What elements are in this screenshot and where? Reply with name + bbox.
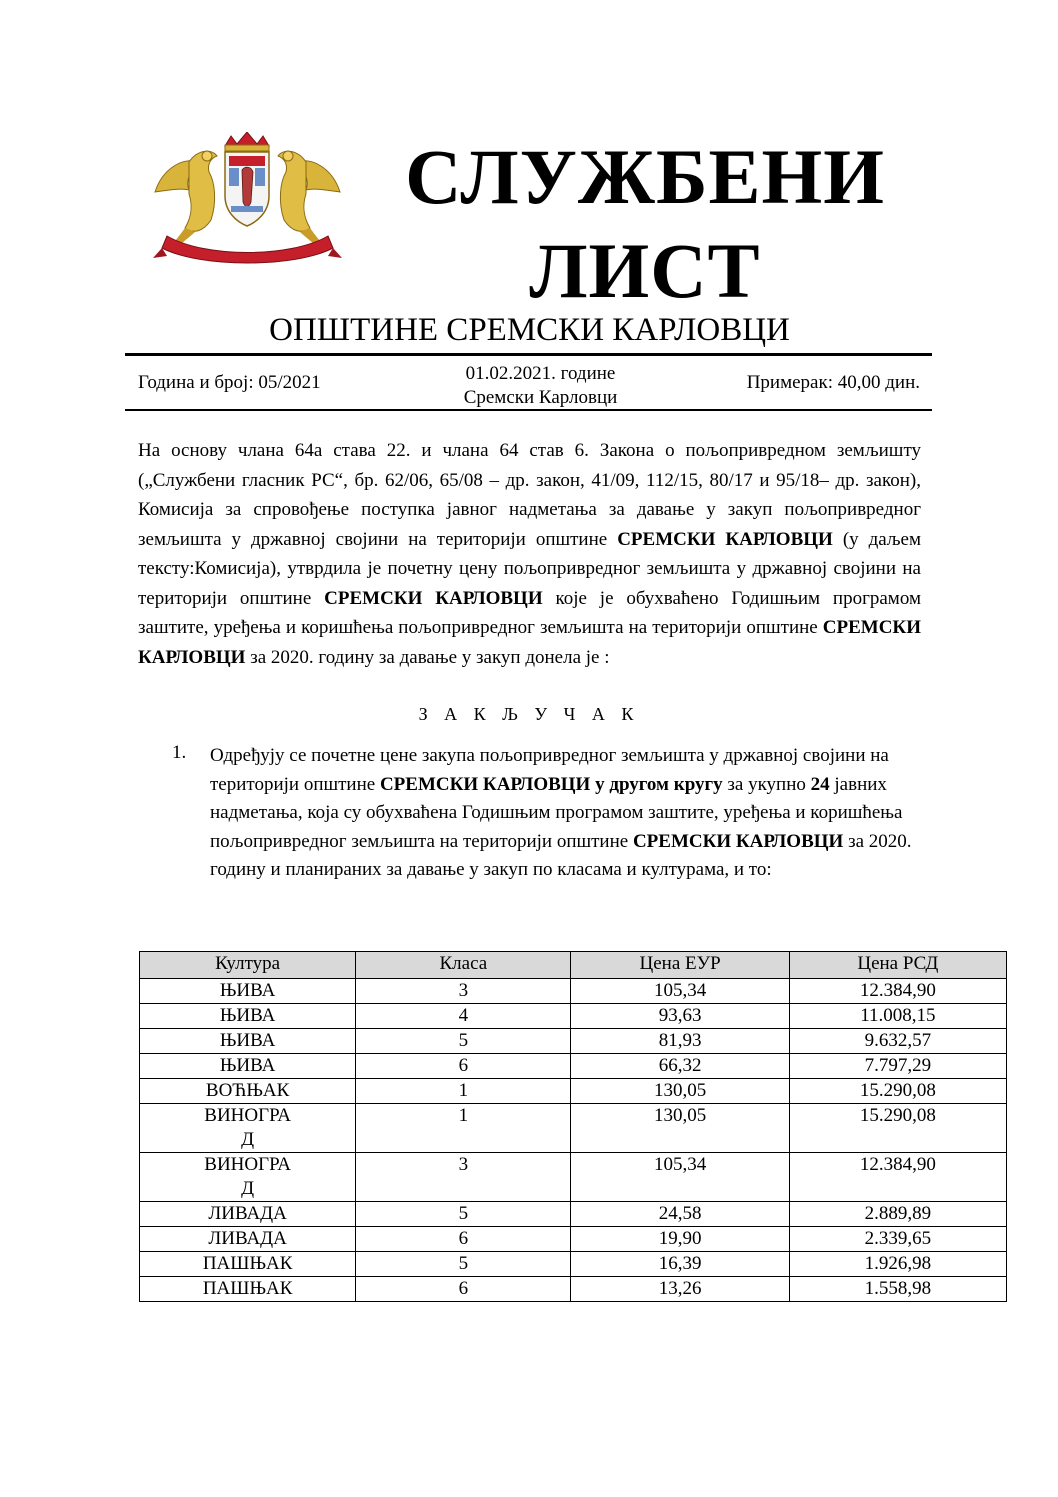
table-row [140, 1079, 1007, 1104]
cell-price-eur: 19,90 [571, 1227, 789, 1252]
issue-date: 01.02.2021. године [465, 363, 616, 384]
table-row [140, 1153, 1007, 1202]
cell-culture: ПАШЊАК [140, 1252, 356, 1277]
cell-price-eur: 130,05 [571, 1104, 789, 1153]
cell-class: 1 [356, 1079, 571, 1104]
item-text-1: Одређују се почетне цене закупа пољопривредног земљишта у државној својини на територији општине [210, 745, 889, 795]
issue-number: Година и број: 05/2021 [138, 372, 321, 393]
cell-price-rsd: 11.008,15 [789, 1004, 1006, 1029]
cell-culture: ЛИВАДА [140, 1227, 356, 1252]
item-text-4: за 2020. годину и планираних за давање у закуп по класама и културама, и то: [210, 830, 912, 880]
intro-bold-1: СРЕМСКИ КАРЛОВЦИ [617, 528, 833, 550]
cell-class: 5 [356, 1029, 571, 1054]
cell-price-eur: 13,26 [571, 1277, 789, 1302]
table-row [140, 1104, 1007, 1153]
cell-class: 6 [356, 1277, 571, 1302]
table-row [140, 1252, 1007, 1277]
header-culture: Култура [140, 952, 356, 979]
cell-price-rsd: 1.926,98 [789, 1252, 1006, 1277]
cell-class: 1 [356, 1104, 571, 1153]
table-row [140, 1227, 1007, 1252]
cell-culture: ЛИВАДА [140, 1202, 356, 1227]
masthead-subtitle: ОПШТИНЕ СРЕМСКИ КАРЛОВЦИ [269, 312, 790, 348]
intro-text-1: На основу члана 64а става 22. и члана 64 став 6. Закона о пољопривредном земљишту („Службени гласник РС“, бр. 62/06, 65/08 – др. закон, 41/09, 112/15, 80/17 и 95/18– др. закон), Комисија за спровођење поступка јавног надметања за давање у закуп пољопривредног земљишта у државној својини на територији општине [138, 440, 921, 550]
item-bold-1: СРЕМСКИ КАРЛОВЦИ у другом кругу [379, 773, 723, 795]
price-table [139, 951, 1007, 1302]
cell-culture [140, 1104, 356, 1153]
intro-text-3: које је обухваћено Годишњим програмом заштите, уређења и коришћења пољопривредног земљишта на територији општине [138, 587, 921, 638]
cell-price-eur: 105,34 [571, 1153, 789, 1202]
cell-price-eur: 81,93 [571, 1029, 789, 1054]
cell-price-rsd: 15.290,08 [789, 1079, 1006, 1104]
header-price-eur: Цена ЕУР [571, 952, 789, 979]
cell-class: 3 [356, 1153, 571, 1202]
intro-bold-2: СРЕМСКИ КАРЛОВЦИ [324, 587, 543, 609]
cell-price-eur: 130,05 [571, 1079, 789, 1104]
item-paragraph [210, 742, 915, 885]
masthead-title-line1: СЛУЖБЕНИ [405, 133, 885, 220]
table-row [140, 979, 1007, 1004]
cell-price-rsd: 9.632,57 [789, 1029, 1006, 1054]
cell-class: 5 [356, 1202, 571, 1227]
cell-culture-line1: ВИНОГРА [204, 1154, 291, 1175]
item-text-3: јавних надметања, која су обухваћена Годишњим програмом заштите, уређења и коришћења пољопривредног земљишта на територији општине [210, 773, 903, 852]
table-row [140, 1004, 1007, 1029]
cell-price-rsd: 12.384,90 [789, 979, 1006, 1004]
cell-culture: ЊИВА [140, 1029, 356, 1054]
cell-culture: ЊИВА [140, 1054, 356, 1079]
cell-price-rsd: 2.339,65 [789, 1227, 1006, 1252]
cell-culture: ЊИВА [140, 1004, 356, 1029]
cell-class: 3 [356, 979, 571, 1004]
masthead-title-line2: ЛИСТ [529, 227, 761, 314]
issue-price: Примерак: 40,00 дин. [746, 372, 920, 393]
item-number: 1. [172, 742, 187, 763]
cell-price-eur: 16,39 [571, 1252, 789, 1277]
conclusion-heading: З А К Љ У Ч А К [418, 704, 640, 724]
cell-culture-line2: Д [241, 1129, 255, 1150]
header-class: Класа [356, 952, 571, 979]
intro-text-2: (у даљем тексту:Комисија), утврдила је почетну цену пољопривредног земљишта у државној својини на територији општине [138, 528, 921, 609]
table-row [140, 1029, 1007, 1054]
item-text-2: за укупно [722, 773, 811, 795]
cell-culture: ПАШЊАК [140, 1277, 356, 1302]
cell-price-rsd: 15.290,08 [789, 1104, 1006, 1153]
cell-class: 6 [356, 1227, 571, 1252]
cell-class: 5 [356, 1252, 571, 1277]
item-bold-3: СРЕМСКИ КАРЛОВЦИ [632, 830, 844, 852]
cell-price-rsd: 7.797,29 [789, 1054, 1006, 1079]
intro-text-4: за 2020. годину за давање у закуп донела је : [245, 646, 610, 668]
cell-price-eur: 105,34 [571, 979, 789, 1004]
header-price-rsd: Цена РСД [789, 952, 1006, 979]
cell-price-rsd: 2.889,89 [789, 1202, 1006, 1227]
issue-date-place [438, 362, 643, 410]
issue-place: Сремски Карловци [463, 387, 618, 408]
cell-culture-line2: Д [241, 1178, 255, 1199]
cell-price-eur: 24,58 [571, 1202, 789, 1227]
table-row [140, 1277, 1007, 1302]
cell-class: 6 [356, 1054, 571, 1079]
table-row [140, 1054, 1007, 1079]
intro-paragraph [138, 436, 921, 672]
cell-class: 4 [356, 1004, 571, 1029]
cell-culture-line1: ВИНОГРА [204, 1105, 291, 1126]
table-row [140, 1202, 1007, 1227]
cell-price-eur: 93,63 [571, 1004, 789, 1029]
cell-culture: ЊИВА [140, 979, 356, 1004]
cell-culture [140, 1153, 356, 1202]
masthead-top-rule [125, 353, 932, 356]
cell-price-eur: 66,32 [571, 1054, 789, 1079]
intro-bold-3: СРЕМСКИ КАРЛОВЦИ [138, 617, 921, 668]
cell-price-rsd: 12.384,90 [789, 1153, 1006, 1202]
table-header-row [140, 952, 1007, 979]
masthead-bottom-rule [125, 409, 932, 411]
cell-price-rsd: 1.558,98 [789, 1277, 1006, 1302]
item-bold-2: 24 [810, 773, 830, 795]
coat-of-arms-logo [145, 132, 350, 267]
cell-culture: ВОЋЊАК [140, 1079, 356, 1104]
